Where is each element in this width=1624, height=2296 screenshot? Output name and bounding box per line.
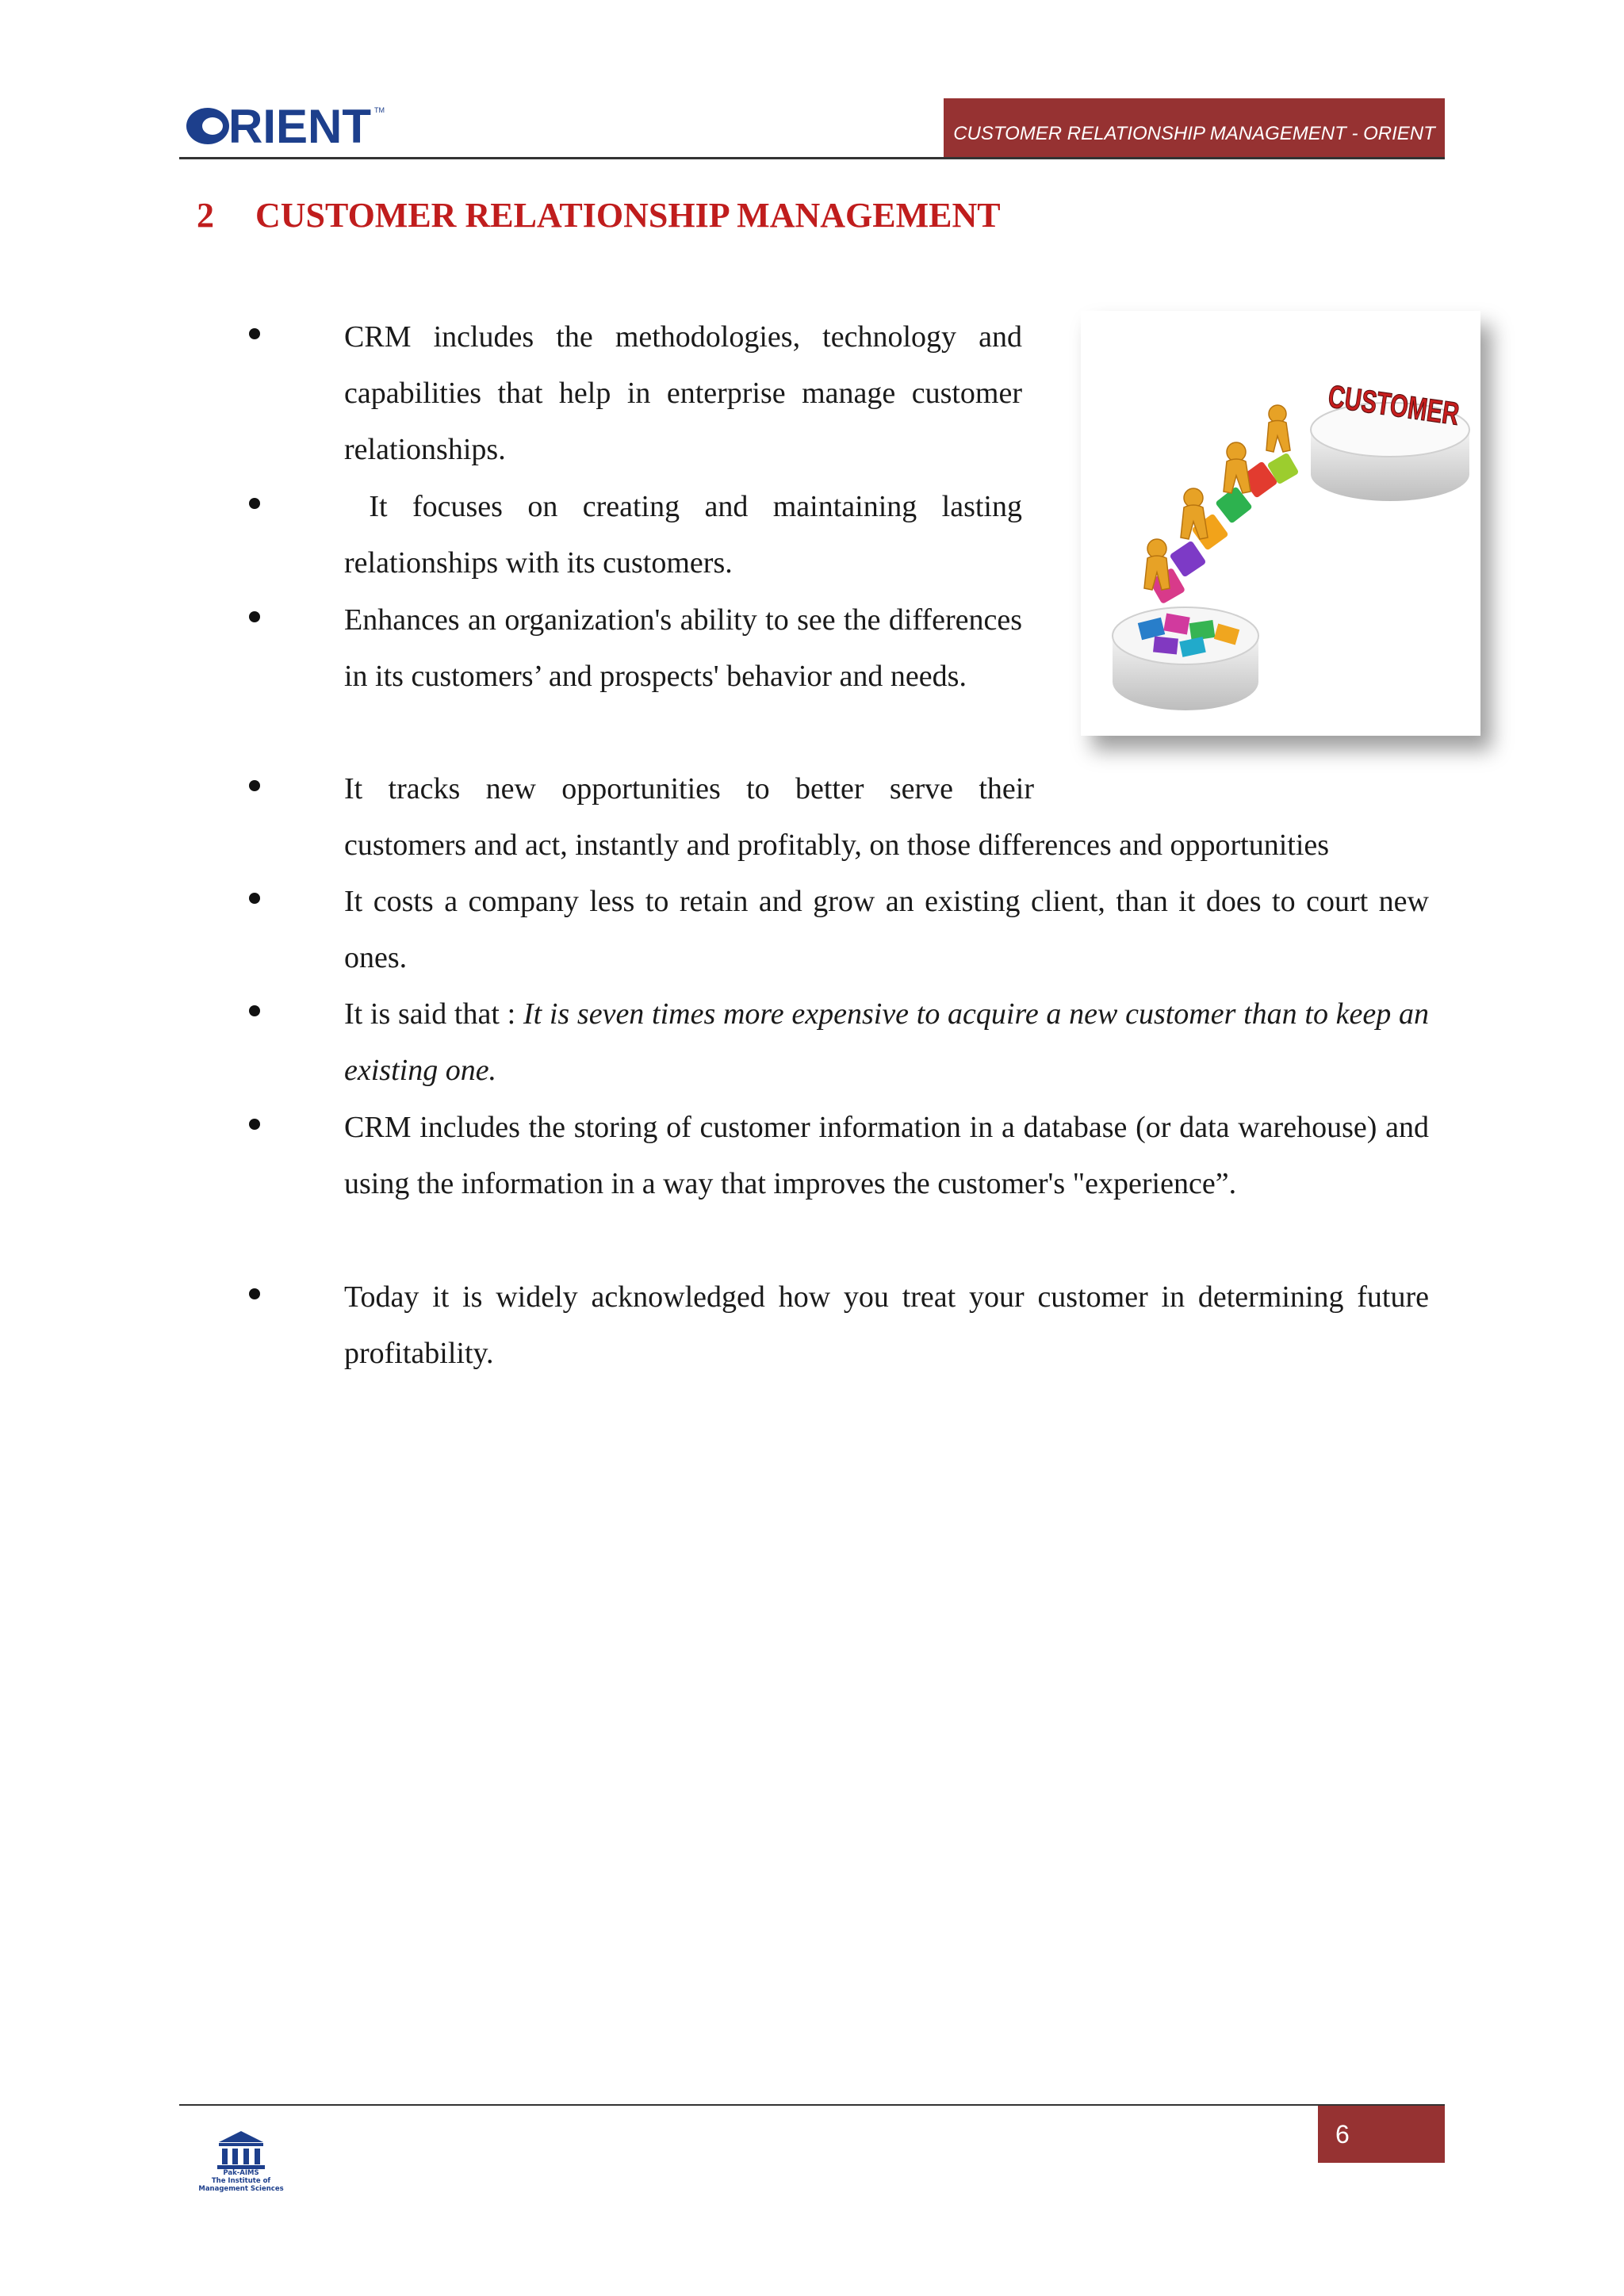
logo-o-icon [186,108,229,144]
orient-logo [184,100,390,153]
institute-line-2: The Institute of [211,2177,271,2185]
page-number-box [1318,2106,1445,2163]
logo-wordmark: RIENT [228,100,371,153]
bullet-item-text: It focuses on creating and maintaining lasting relationships with its customers. [344,490,1030,580]
bullet-item-text: It costs a company less to retain and grow an existing client, than it does to court new ones. [344,885,1429,975]
section-title: CUSTOMER RELATIONSHIP MANAGEMENT [255,196,1001,235]
bullet-item-text [344,986,1429,1099]
bullet-item-text: Enhances an organization's ability to see the differences in its customers’ and prospects' behavior and needs. [344,603,1022,694]
institute-line-1: Pak-AIMS [223,2169,259,2177]
bullet-marker [249,893,260,904]
bullet-item-text: CRM includes the methodologies, technology and capabilities that help in enterprise manage customer relationships. [344,320,1022,467]
header-title-band [944,98,1445,157]
bullet-marker [249,1119,260,1130]
bullet-marker [249,498,260,509]
quote-italic: It is seven times more expensive to acquire a new customer than to keep an existing one. [344,997,1429,1088]
puzzle-team-customer-icon [1081,311,1511,736]
bullet-item-text: It tracks new opportunities to better serve their [344,772,1034,806]
bullet-item-text: Today it is widely acknowledged how you treat your customer in determining future profitability. [344,1280,1429,1371]
section-number: 2 [197,196,214,235]
institute-name [187,2169,295,2193]
bullet-marker [249,780,260,791]
customer-puzzle-picture [1081,311,1511,736]
section-heading [197,195,1001,235]
customer-label: CUSTOMER [1326,379,1511,439]
bullet-marker [249,611,260,622]
header-divider [179,157,1445,159]
bullet-item-text: CRM includes the storing of customer information in a database (or data warehouse) and using the information in a way that improves the customer's "experience”. [344,1111,1429,1201]
quote-intro: It is said that : [344,997,523,1031]
svg-text:TM: TM [374,106,385,114]
bullet-marker [249,328,260,339]
bullet-item-continuation: customers and act, instantly and profitably, on those differences and opportunities [344,828,1330,862]
page-number: 6 [1335,2119,1350,2149]
footer-divider [179,2104,1445,2106]
institute-line-3: Management Sciences [198,2185,284,2193]
bullet-marker [249,1005,260,1016]
header-title: CUSTOMER RELATIONSHIP MANAGEMENT - ORIENT [953,123,1435,144]
bullet-marker [249,1288,260,1299]
